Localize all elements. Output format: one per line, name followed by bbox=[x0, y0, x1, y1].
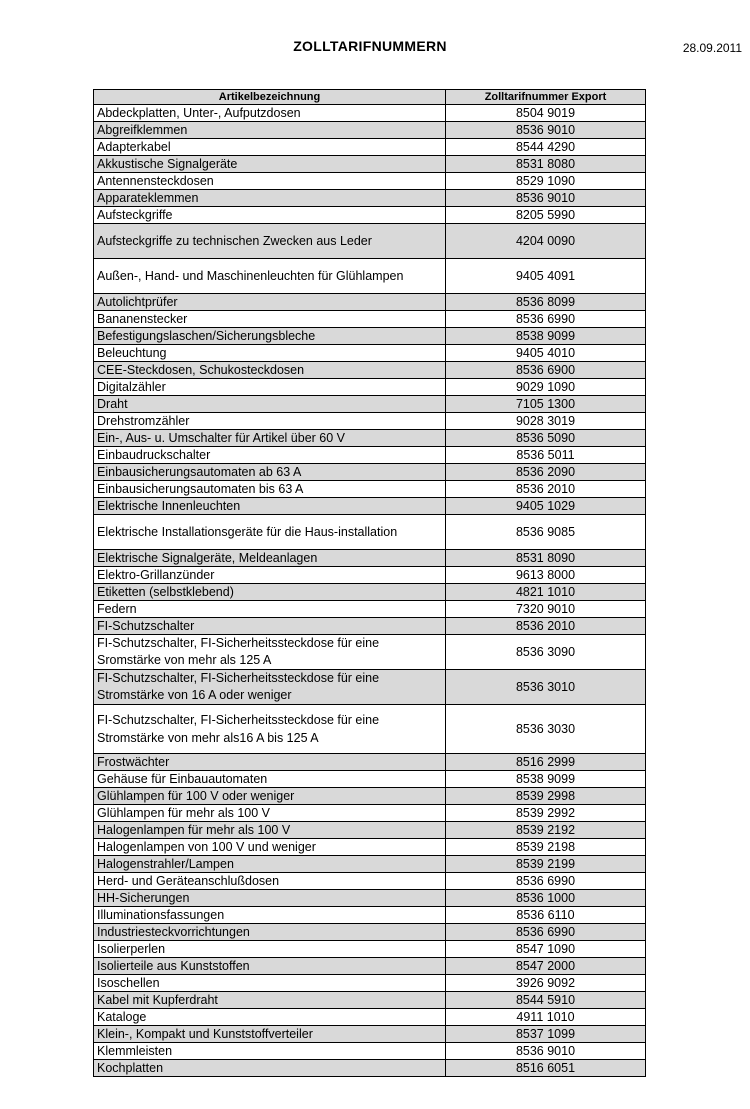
table-row bbox=[94, 156, 646, 173]
table-row bbox=[94, 345, 646, 362]
article-name-cell: Aufsteckgriffe zu technischen Zwecken aus Leder bbox=[94, 224, 446, 259]
table-row bbox=[94, 601, 646, 618]
article-name-cell: Ein-, Aus- u. Umschalter für Artikel über 60 V bbox=[94, 430, 446, 447]
table-row bbox=[94, 430, 646, 447]
tariff-number-cell: 8544 5910 bbox=[446, 992, 646, 1009]
tariff-number-cell: 7320 9010 bbox=[446, 601, 646, 618]
article-name-cell: Etiketten (selbstklebend) bbox=[94, 584, 446, 601]
tariff-number-cell: 8536 6990 bbox=[446, 924, 646, 941]
tariff-number-cell: 8539 2198 bbox=[446, 839, 646, 856]
article-name-cell: Elektrische Innenleuchten bbox=[94, 498, 446, 515]
article-name-cell: Federn bbox=[94, 601, 446, 618]
tariff-number-cell: 8205 5990 bbox=[446, 207, 646, 224]
tariff-number-cell: 9028 3019 bbox=[446, 413, 646, 430]
tariff-number-cell: 8531 8090 bbox=[446, 550, 646, 567]
column-header-article: Artikelbezeichnung bbox=[94, 90, 446, 105]
article-name-cell: Kabel mit Kupferdraht bbox=[94, 992, 446, 1009]
column-header-tariff-number: Zolltarifnummer Export bbox=[446, 90, 646, 105]
table-row bbox=[94, 105, 646, 122]
document-title: ZOLLTARIFNUMMERN bbox=[293, 38, 447, 54]
article-name-cell: Drehstromzähler bbox=[94, 413, 446, 430]
table-row bbox=[94, 173, 646, 190]
table-row bbox=[94, 771, 646, 788]
tariff-number-cell: 8536 6110 bbox=[446, 907, 646, 924]
article-name-cell: CEE-Steckdosen, Schukosteckdosen bbox=[94, 362, 446, 379]
table-row bbox=[94, 311, 646, 328]
tariff-number-cell: 8536 8099 bbox=[446, 294, 646, 311]
table-row bbox=[94, 839, 646, 856]
article-name-cell: HH-Sicherungen bbox=[94, 890, 446, 907]
table-row bbox=[94, 362, 646, 379]
article-name-cell: Draht bbox=[94, 396, 446, 413]
table-row bbox=[94, 941, 646, 958]
article-name-cell: Einbausicherungsautomaten bis 63 A bbox=[94, 481, 446, 498]
article-name-cell: Illuminationsfassungen bbox=[94, 907, 446, 924]
article-name-cell: Kataloge bbox=[94, 1009, 446, 1026]
article-name-cell: Digitalzähler bbox=[94, 379, 446, 396]
article-name-cell: Halogenlampen für mehr als 100 V bbox=[94, 822, 446, 839]
article-name-cell: Außen-, Hand- und Maschinenleuchten für Glühlampen bbox=[94, 259, 446, 294]
tariff-number-cell: 8531 8080 bbox=[446, 156, 646, 173]
tariff-number-cell: 8536 6990 bbox=[446, 873, 646, 890]
table-row bbox=[94, 328, 646, 345]
tariff-number-cell: 8539 2199 bbox=[446, 856, 646, 873]
table-row bbox=[94, 992, 646, 1009]
tariff-number-cell: 4204 0090 bbox=[446, 224, 646, 259]
table-row bbox=[94, 788, 646, 805]
article-name-cell: Beleuchtung bbox=[94, 345, 446, 362]
tariff-number-cell: 7105 1300 bbox=[446, 396, 646, 413]
article-name-cell: Einbausicherungsautomaten ab 63 A bbox=[94, 464, 446, 481]
article-name-cell: Kochplatten bbox=[94, 1060, 446, 1077]
tariff-number-cell: 8539 2992 bbox=[446, 805, 646, 822]
article-name-cell: Abdeckplatten, Unter-, Aufputzdosen bbox=[94, 105, 446, 122]
tariff-number-cell: 8536 6900 bbox=[446, 362, 646, 379]
table-row bbox=[94, 975, 646, 992]
table-row bbox=[94, 224, 646, 259]
tariff-number-cell: 4821 1010 bbox=[446, 584, 646, 601]
tariff-number-cell: 8544 4290 bbox=[446, 139, 646, 156]
tariff-number-cell: 8538 9099 bbox=[446, 771, 646, 788]
table-row bbox=[94, 584, 646, 601]
tariff-number-cell: 8536 5090 bbox=[446, 430, 646, 447]
table-row bbox=[94, 822, 646, 839]
tariff-number-cell: 8536 9085 bbox=[446, 515, 646, 550]
table-row bbox=[94, 805, 646, 822]
tariff-number-cell: 8537 1099 bbox=[446, 1026, 646, 1043]
tariff-number-cell: 8516 6051 bbox=[446, 1060, 646, 1077]
article-name-cell: Befestigungslaschen/Sicherungsbleche bbox=[94, 328, 446, 345]
table-row bbox=[94, 139, 646, 156]
table-row bbox=[94, 958, 646, 975]
tariff-number-cell: 4911 1010 bbox=[446, 1009, 646, 1026]
tariff-number-cell: 8536 5011 bbox=[446, 447, 646, 464]
article-name-cell: Elektrische Signalgeräte, Meldeanlagen bbox=[94, 550, 446, 567]
tariff-number-cell: 8536 6990 bbox=[446, 311, 646, 328]
tariff-table bbox=[93, 89, 646, 1077]
article-name-cell: Halogenlampen von 100 V und weniger bbox=[94, 839, 446, 856]
article-name-cell: Antennensteckdosen bbox=[94, 173, 446, 190]
tariff-number-cell: 8547 2000 bbox=[446, 958, 646, 975]
tariff-number-cell: 8529 1090 bbox=[446, 173, 646, 190]
table-row bbox=[94, 413, 646, 430]
table-row bbox=[94, 379, 646, 396]
article-name-cell: Akkustische Signalgeräte bbox=[94, 156, 446, 173]
table-row bbox=[94, 1060, 646, 1077]
tariff-number-cell: 8536 9010 bbox=[446, 1043, 646, 1060]
tariff-number-cell: 8536 3090 bbox=[446, 635, 646, 670]
article-name-cell: Herd- und Geräteanschlußdosen bbox=[94, 873, 446, 890]
table-row bbox=[94, 190, 646, 207]
article-name-cell: Bananenstecker bbox=[94, 311, 446, 328]
article-name-cell: Frostwächter bbox=[94, 754, 446, 771]
table-row bbox=[94, 550, 646, 567]
tariff-number-cell: 8536 3010 bbox=[446, 670, 646, 705]
tariff-number-cell: 8536 1000 bbox=[446, 890, 646, 907]
tariff-number-cell: 8536 9010 bbox=[446, 190, 646, 207]
article-name-cell: Klemmleisten bbox=[94, 1043, 446, 1060]
table-row bbox=[94, 294, 646, 311]
article-name-cell: Klein-, Kompakt und Kunststoffverteiler bbox=[94, 1026, 446, 1043]
table-row bbox=[94, 464, 646, 481]
table-row bbox=[94, 515, 646, 550]
table-row bbox=[94, 705, 646, 754]
table-row bbox=[94, 498, 646, 515]
table-row bbox=[94, 754, 646, 771]
article-name-cell: Abgreifklemmen bbox=[94, 122, 446, 139]
document-date: 28.09.2011 bbox=[682, 41, 742, 55]
article-name-cell: Glühlampen für 100 V oder weniger bbox=[94, 788, 446, 805]
article-name-cell: Einbaudruckschalter bbox=[94, 447, 446, 464]
article-name-cell: Apparateklemmen bbox=[94, 190, 446, 207]
table-row bbox=[94, 447, 646, 464]
table-row bbox=[94, 481, 646, 498]
tariff-number-cell: 9405 1029 bbox=[446, 498, 646, 515]
tariff-number-cell: 8536 2010 bbox=[446, 481, 646, 498]
article-name-cell: Isolierperlen bbox=[94, 941, 446, 958]
table-row bbox=[94, 907, 646, 924]
tariff-number-cell: 8536 2090 bbox=[446, 464, 646, 481]
table-row bbox=[94, 635, 646, 670]
tariff-number-cell: 9405 4091 bbox=[446, 259, 646, 294]
table-row bbox=[94, 618, 646, 635]
article-name-cell: Industriesteckvorrichtungen bbox=[94, 924, 446, 941]
tariff-number-cell: 8536 2010 bbox=[446, 618, 646, 635]
table-row bbox=[94, 1009, 646, 1026]
article-name-cell: Glühlampen für mehr als 100 V bbox=[94, 805, 446, 822]
table-row bbox=[94, 122, 646, 139]
table-row bbox=[94, 1043, 646, 1060]
article-name-cell: Elektro-Grillanzünder bbox=[94, 567, 446, 584]
table-row bbox=[94, 259, 646, 294]
article-name-cell: FI-Schutzschalter, FI-Sicherheitssteckdose für eine Sromstärke von mehr als 125 A bbox=[94, 635, 446, 670]
article-name-cell: Gehäuse für Einbauautomaten bbox=[94, 771, 446, 788]
table-row bbox=[94, 567, 646, 584]
table-row bbox=[94, 396, 646, 413]
table-row bbox=[94, 890, 646, 907]
tariff-number-cell: 8539 2998 bbox=[446, 788, 646, 805]
table-row bbox=[94, 924, 646, 941]
tariff-number-cell: 8516 2999 bbox=[446, 754, 646, 771]
tariff-number-cell: 8547 1090 bbox=[446, 941, 646, 958]
article-name-cell: Halogenstrahler/Lampen bbox=[94, 856, 446, 873]
table-header-row bbox=[94, 90, 646, 105]
table-row bbox=[94, 856, 646, 873]
tariff-number-cell: 3926 9092 bbox=[446, 975, 646, 992]
tariff-number-cell: 9029 1090 bbox=[446, 379, 646, 396]
table-row bbox=[94, 873, 646, 890]
tariff-number-cell: 9613 8000 bbox=[446, 567, 646, 584]
article-name-cell: Elektrische Installationsgeräte für die Haus-installation bbox=[94, 515, 446, 550]
article-name-cell: FI-Schutzschalter, FI-Sicherheitssteckdose für eine Stromstärke von 16 A oder weniger bbox=[94, 670, 446, 705]
article-name-cell: FI-Schutzschalter bbox=[94, 618, 446, 635]
tariff-number-cell: 8538 9099 bbox=[446, 328, 646, 345]
table-row bbox=[94, 207, 646, 224]
tariff-number-cell: 9405 4010 bbox=[446, 345, 646, 362]
table-row bbox=[94, 670, 646, 705]
tariff-number-cell: 8504 9019 bbox=[446, 105, 646, 122]
tariff-number-cell: 8536 3030 bbox=[446, 705, 646, 754]
tariff-number-cell: 8539 2192 bbox=[446, 822, 646, 839]
article-name-cell: Autolichtprüfer bbox=[94, 294, 446, 311]
article-name-cell: Aufsteckgriffe bbox=[94, 207, 446, 224]
article-name-cell: Isolierteile aus Kunststoffen bbox=[94, 958, 446, 975]
article-name-cell: FI-Schutzschalter, FI-Sicherheitssteckdose für eine Stromstärke von mehr als16 A bis 125 A bbox=[94, 705, 446, 754]
table-body bbox=[94, 105, 646, 1077]
tariff-number-cell: 8536 9010 bbox=[446, 122, 646, 139]
article-name-cell: Isoschellen bbox=[94, 975, 446, 992]
table-row bbox=[94, 1026, 646, 1043]
article-name-cell: Adapterkabel bbox=[94, 139, 446, 156]
